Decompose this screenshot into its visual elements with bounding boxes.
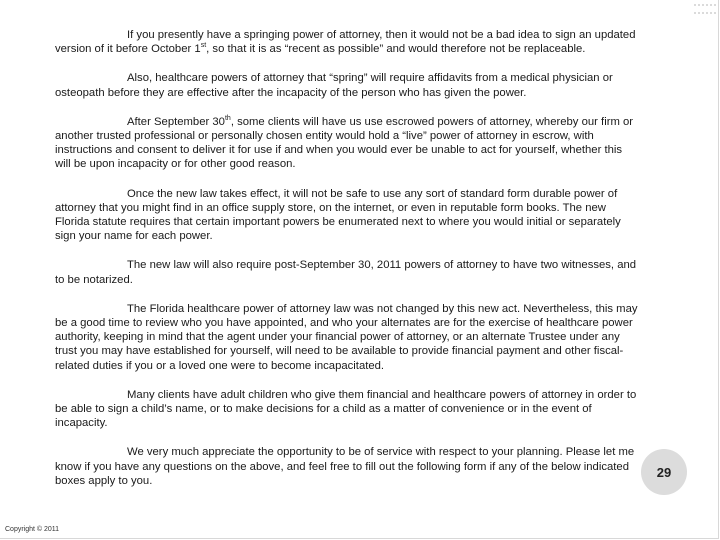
paragraph-closing: We very much appreciate the opportunity to be of service with respect to your planning. Please let me know if you have any questions on the above, and feel free to fill out the following form if any of the below indicated boxes apply to you. [55,446,635,487]
paragraph-standard-forms: Once the new law takes effect, it will not be safe to use any sort of standard form durable power of attorney that you might find in an office supply store, on the internet, or even in reputable form books. The new Florida statute requires that certain important powers be enumerated next to where you would initial or separately sign your name for each power. [55,187,621,243]
paragraph-healthcare-affidavits: Also, healthcare powers of attorney that “spring” will require affidavits from a medical physician or osteopath before they are effective after the incapacity of the person who has given the power. [55,72,613,99]
paragraph-adult-children: Many clients have adult children who give them financial and healthcare powers of attorney in order to be able to sign a child’s name, or to make decisions for a child as a matter of convenience or in the event of incapacity. [55,388,637,430]
paragraph-healthcare-law: The Florida healthcare power of attorney law was not changed by this new act. Nevertheless, this may be a good time to review who you have appointed, and who your alternates are for the exercise of healthcare power authority, keeping in mind that the agent under your financial power of attorney, or an alternate Trustee under any trust you may have established for yourself, will need to be available to provide financial payment and other fiscal-related duties if you or a loved one were to become incapacitated. [55,302,638,372]
copyright-notice: Copyright © 2011 [5,526,60,533]
page-number-badge: 29 [641,449,687,495]
paragraph-witnesses: The new law will also require post-September 30, 2011 powers of attorney to have two witnesses, and to be notarized. [55,259,637,286]
document-body [55,28,640,503]
paragraph-escrowed-poa: After September 30th, some clients will have us use escrowed powers of attorney, whereby our firm or another trusted professional or personally chosen entity would hold a “live” power of attorney in escrow, with instructions and consent to deliver it for use if and when you would ever be unable to act for yourself, whether this will be upon incapacity or for other good reason. [55,115,634,171]
corner-decoration [694,4,716,18]
paragraph-springing-poa: If you presently have a springing power of attorney, then it would not be a bad idea to sign an updated version of it before October 1st, so that it is as “recent as possible” and would therefore not be replaceable. [55,29,636,56]
